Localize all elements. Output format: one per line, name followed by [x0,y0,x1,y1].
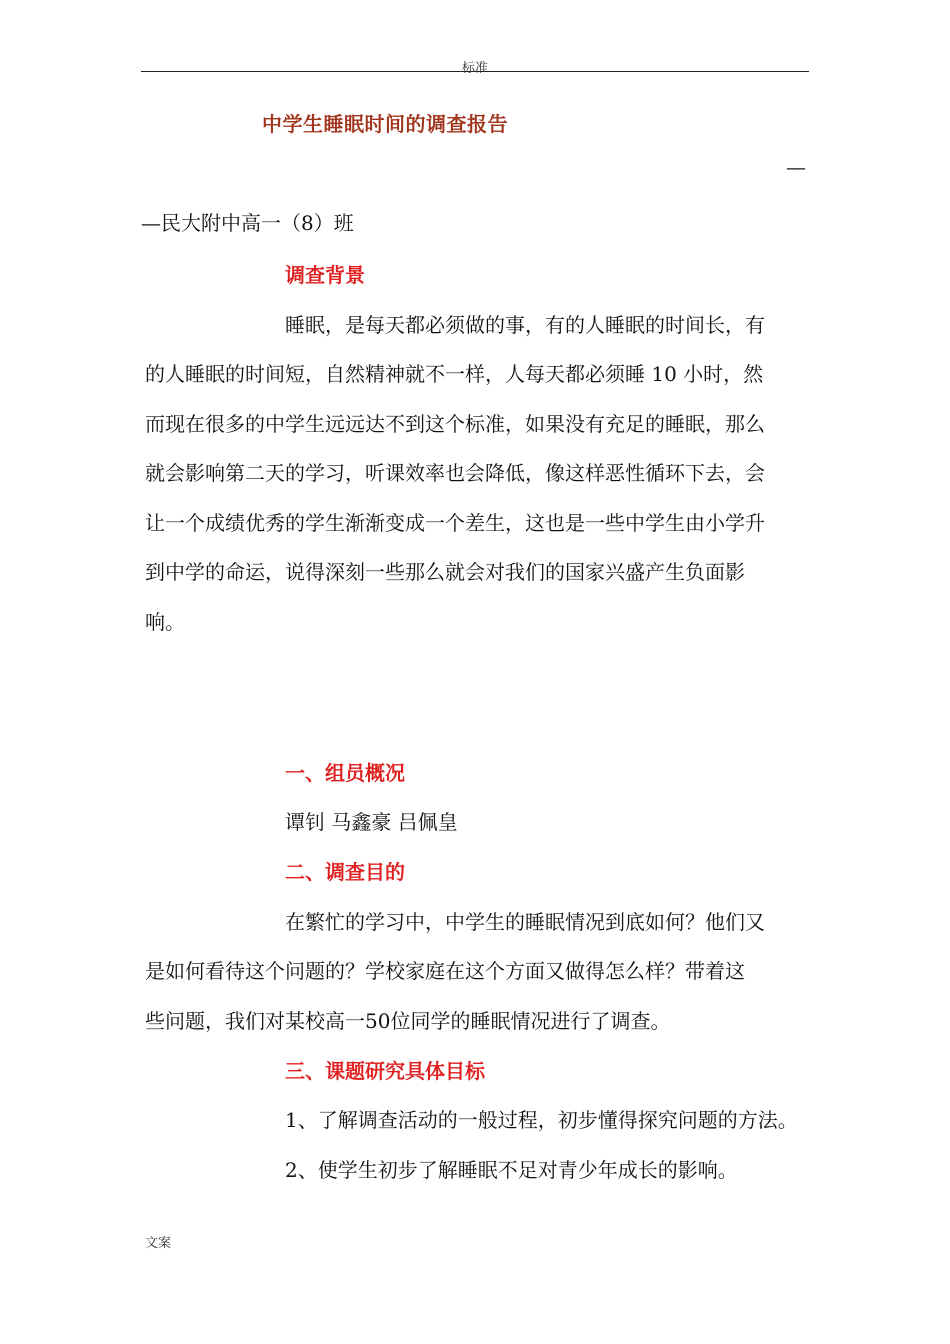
section-heading-purpose: 二、调查目的 [285,860,405,884]
header-divider [141,71,809,72]
author-byline: —民大附中高一（8）班 [141,211,354,235]
background-paragraph-line: 就会影响第二天的学习，听课效率也会降低，像这样恶性循环下去，会 [145,461,765,485]
title-dash: — [786,155,806,179]
purpose-paragraph-line: 些问题，我们对某校高一50位同学的睡眠情况进行了调查。 [145,1009,671,1033]
background-paragraph-line: 响。 [145,610,185,634]
goal-item: 1、了解调查活动的一般过程，初步懂得探究问题的方法。 [285,1108,798,1132]
page-header-label: 标准 [461,61,488,76]
report-title: 中学生睡眠时间的调查报告 [262,112,508,136]
section-heading-members: 一、组员概况 [285,761,405,785]
page-footer-label: 文案 [145,1236,172,1251]
goal-item: 2、使学生初步了解睡眠不足对青少年成长的影响。 [285,1158,738,1182]
purpose-paragraph-line: 在繁忙的学习中，中学生的睡眠情况到底如何？他们又 [285,910,765,934]
background-paragraph-line: 而现在很多的中学生远远达不到这个标准，如果没有充足的睡眠，那么 [145,412,765,436]
purpose-paragraph-line: 是如何看待这个问题的？学校家庭在这个方面又做得怎么样？带着这 [145,959,745,983]
background-paragraph-line: 到中学的命运，说得深刻一些那么就会对我们的国家兴盛产生负面影 [145,560,745,584]
background-paragraph-line: 让一个成绩优秀的学生渐渐变成一个差生，这也是一些中学生由小学升 [145,511,765,535]
background-paragraph-line: 的人睡眠的时间短，自然精神就不一样，人每天都必须睡 10 小时，然 [145,362,764,386]
section-heading-background: 调查背景 [285,263,365,287]
member-names: 谭钊 马鑫豪 吕佩皇 [285,810,458,834]
section-heading-goals: 三、课题研究具体目标 [285,1059,485,1083]
background-paragraph-line: 睡眠，是每天都必须做的事，有的人睡眠的时间长，有 [285,313,765,337]
